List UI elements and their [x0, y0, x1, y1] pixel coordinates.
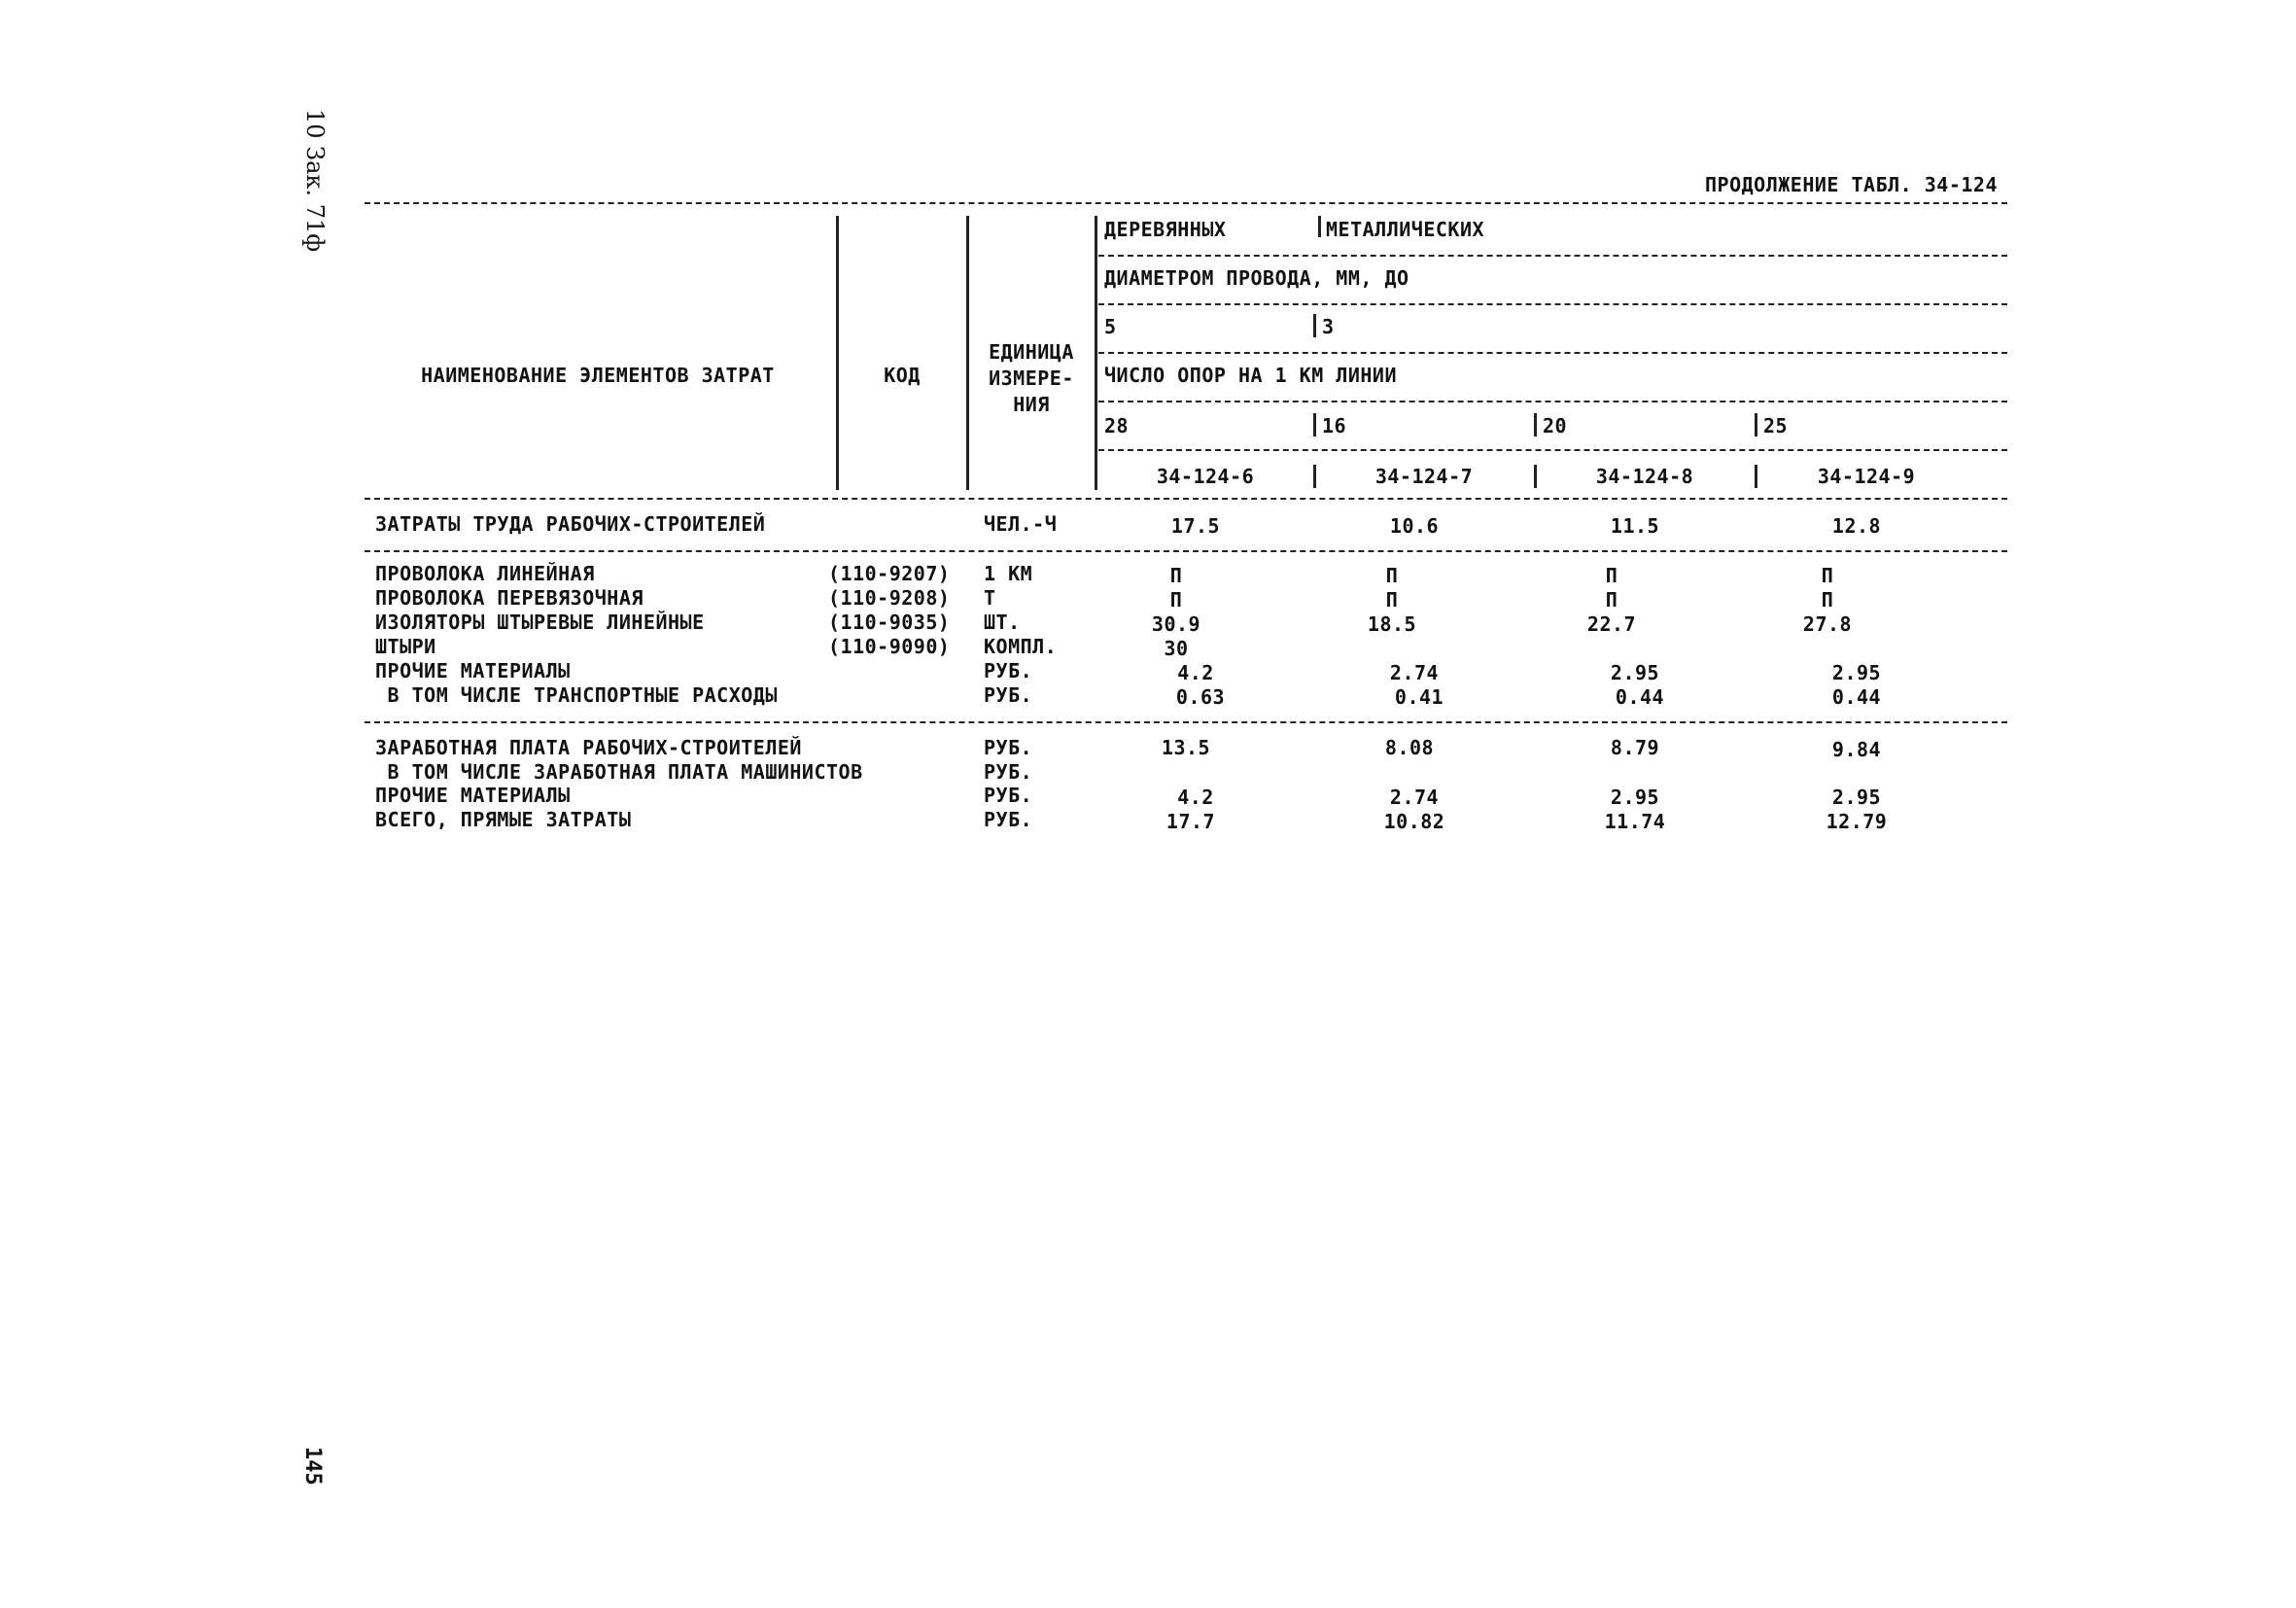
- header-supports-2: 16: [1322, 414, 1347, 437]
- row-name: ЗАТРАТЫ ТРУДА РАБОЧИХ-СТРОИТЕЛЕЙ: [375, 512, 766, 536]
- header-support-metal: МЕТАЛЛИЧЕСКИХ: [1326, 218, 1485, 241]
- row-value: П: [1605, 564, 1618, 587]
- row-value: 10.6: [1389, 514, 1440, 538]
- row-value: 22.7: [1586, 612, 1637, 636]
- row-name: В ТОМ ЧИСЛЕ ЗАРАБОТНАЯ ПЛАТА МАШИНИСТОВ: [375, 760, 863, 784]
- header-rule: [1098, 401, 2007, 402]
- row-value: 12.79: [1826, 810, 1888, 833]
- row-unit: РУБ.: [984, 808, 1033, 831]
- row-code: (110-9035): [828, 611, 951, 634]
- row-value: П: [1169, 588, 1183, 612]
- row-value: 0.63: [1175, 685, 1226, 709]
- row-unit: ЧЕЛ.-Ч: [984, 512, 1058, 536]
- page-number: 145: [300, 1447, 325, 1486]
- row-value: 2.95: [1610, 786, 1660, 809]
- row-value: 11.74: [1604, 810, 1666, 833]
- header-code-col-4: 34-124-9: [1817, 465, 1916, 488]
- order-reference: 10 Зак. 71ф: [301, 109, 329, 253]
- row-name: ШТЫРИ: [375, 635, 436, 658]
- header-supports-label: ЧИСЛО ОПОР НА 1 КМ ЛИНИИ: [1104, 364, 1397, 387]
- header-rule: [1098, 255, 2007, 257]
- row-name: ПРОВОЛОКА ПЕРЕВЯЗОЧНАЯ: [375, 586, 644, 610]
- header-rule: [1098, 449, 2007, 451]
- row-name: В ТОМ ЧИСЛЕ ТРАНСПОРТНЫЕ РАСХОДЫ: [375, 683, 778, 707]
- row-name: ПРОЧИЕ МАТЕРИАЛЫ: [375, 784, 571, 807]
- row-value: 4.2: [1177, 786, 1214, 809]
- row-unit: РУБ.: [984, 736, 1033, 759]
- header-bottom-rule: [365, 498, 2007, 500]
- row-value: 2.74: [1389, 661, 1440, 684]
- column-separator: [836, 216, 839, 490]
- row-value: П: [1385, 588, 1399, 612]
- row-value: 30.9: [1151, 612, 1201, 636]
- row-value: 2.95: [1831, 661, 1882, 684]
- header-supports-3: 20: [1543, 414, 1568, 437]
- row-unit: РУБ.: [984, 784, 1033, 807]
- row-name: ЗАРАБОТНАЯ ПЛАТА РАБОЧИХ-СТРОИТЕЛЕЙ: [375, 736, 802, 759]
- header-unit-line1: ЕДИНИЦА: [989, 340, 1074, 364]
- column-separator: [1534, 413, 1537, 437]
- header-code: КОД: [884, 364, 921, 387]
- row-unit: Т: [984, 586, 996, 610]
- row-value: 0.44: [1615, 685, 1665, 709]
- row-name: ИЗОЛЯТОРЫ ШТЫРЕВЫЕ ЛИНЕЙНЫЕ: [375, 611, 705, 634]
- row-value: 4.2: [1177, 661, 1214, 684]
- row-value: 12.8: [1831, 514, 1882, 538]
- row-value: 2.95: [1831, 786, 1882, 809]
- column-separator: [1313, 465, 1316, 488]
- row-unit: 1 КМ: [984, 562, 1033, 585]
- column-separator: [1095, 216, 1097, 490]
- column-separator: [1313, 413, 1316, 437]
- row-value: 17.5: [1170, 514, 1221, 538]
- row-value: 8.79: [1610, 736, 1660, 759]
- row-value: 18.5: [1367, 612, 1417, 636]
- header-unit-line3: НИЯ: [1013, 393, 1050, 416]
- row-value: П: [1821, 588, 1834, 612]
- row-value: П: [1169, 564, 1183, 587]
- row-code: (110-9208): [828, 586, 951, 610]
- row-unit: РУБ.: [984, 760, 1033, 784]
- row-value: П: [1605, 588, 1618, 612]
- section-rule: [365, 721, 2007, 723]
- column-separator: [1755, 413, 1757, 437]
- row-value: 8.08: [1384, 736, 1435, 759]
- row-value: 10.82: [1383, 810, 1445, 833]
- header-code-col-2: 34-124-7: [1374, 465, 1474, 488]
- table-top-rule: [365, 202, 2007, 204]
- column-separator: [1313, 314, 1316, 337]
- row-value: 2.95: [1610, 661, 1660, 684]
- header-code-col-1: 34-124-6: [1156, 465, 1255, 488]
- row-code: (110-9090): [828, 635, 951, 658]
- row-code: (110-9207): [828, 562, 951, 585]
- continuation-title: ПРОДОЛЖЕНИЕ ТАБЛ. 34-124: [1705, 173, 1998, 196]
- row-value: 2.74: [1389, 786, 1440, 809]
- header-diameter-2: 3: [1322, 315, 1335, 338]
- row-unit: ШТ.: [984, 611, 1021, 634]
- column-separator: [1534, 465, 1537, 488]
- row-value: 17.7: [1165, 810, 1216, 833]
- row-value: 13.5: [1161, 736, 1211, 759]
- column-separator: [1755, 465, 1757, 488]
- row-name: ПРОВОЛОКА ЛИНЕЙНАЯ: [375, 562, 595, 585]
- row-value: 0.41: [1394, 685, 1444, 709]
- header-unit-line2: ИЗМЕРЕ-: [989, 367, 1074, 390]
- header-supports-1: 28: [1104, 414, 1130, 437]
- row-unit: РУБ.: [984, 659, 1033, 682]
- column-separator: [966, 216, 969, 490]
- column-separator: [1318, 216, 1321, 237]
- row-value: 9.84: [1831, 738, 1882, 761]
- row-unit: РУБ.: [984, 683, 1033, 707]
- row-unit: КОМПЛ.: [984, 635, 1058, 658]
- header-support-wood: ДЕРЕВЯННЫХ: [1104, 218, 1227, 241]
- header-diameter-1: 5: [1104, 315, 1117, 338]
- row-value: 27.8: [1802, 612, 1853, 636]
- header-rule: [1098, 352, 2007, 354]
- header-name: НАИМЕНОВАНИЕ ЭЛЕМЕНТОВ ЗАТРАТ: [421, 364, 775, 387]
- row-name: ВСЕГО, ПРЯМЫЕ ЗАТРАТЫ: [375, 808, 632, 831]
- row-value: 0.44: [1831, 685, 1882, 709]
- header-diameter-label: ДИАМЕТРОМ ПРОВОДА, ММ, ДО: [1104, 266, 1409, 290]
- row-value: 30: [1164, 637, 1189, 660]
- row-name: ПРОЧИЕ МАТЕРИАЛЫ: [375, 659, 571, 682]
- header-rule: [1098, 303, 2007, 305]
- row-value: П: [1385, 564, 1399, 587]
- header-code-col-3: 34-124-8: [1595, 465, 1694, 488]
- header-supports-4: 25: [1763, 414, 1789, 437]
- row-value: 11.5: [1610, 514, 1660, 538]
- section-rule: [365, 550, 2007, 552]
- row-value: П: [1821, 564, 1834, 587]
